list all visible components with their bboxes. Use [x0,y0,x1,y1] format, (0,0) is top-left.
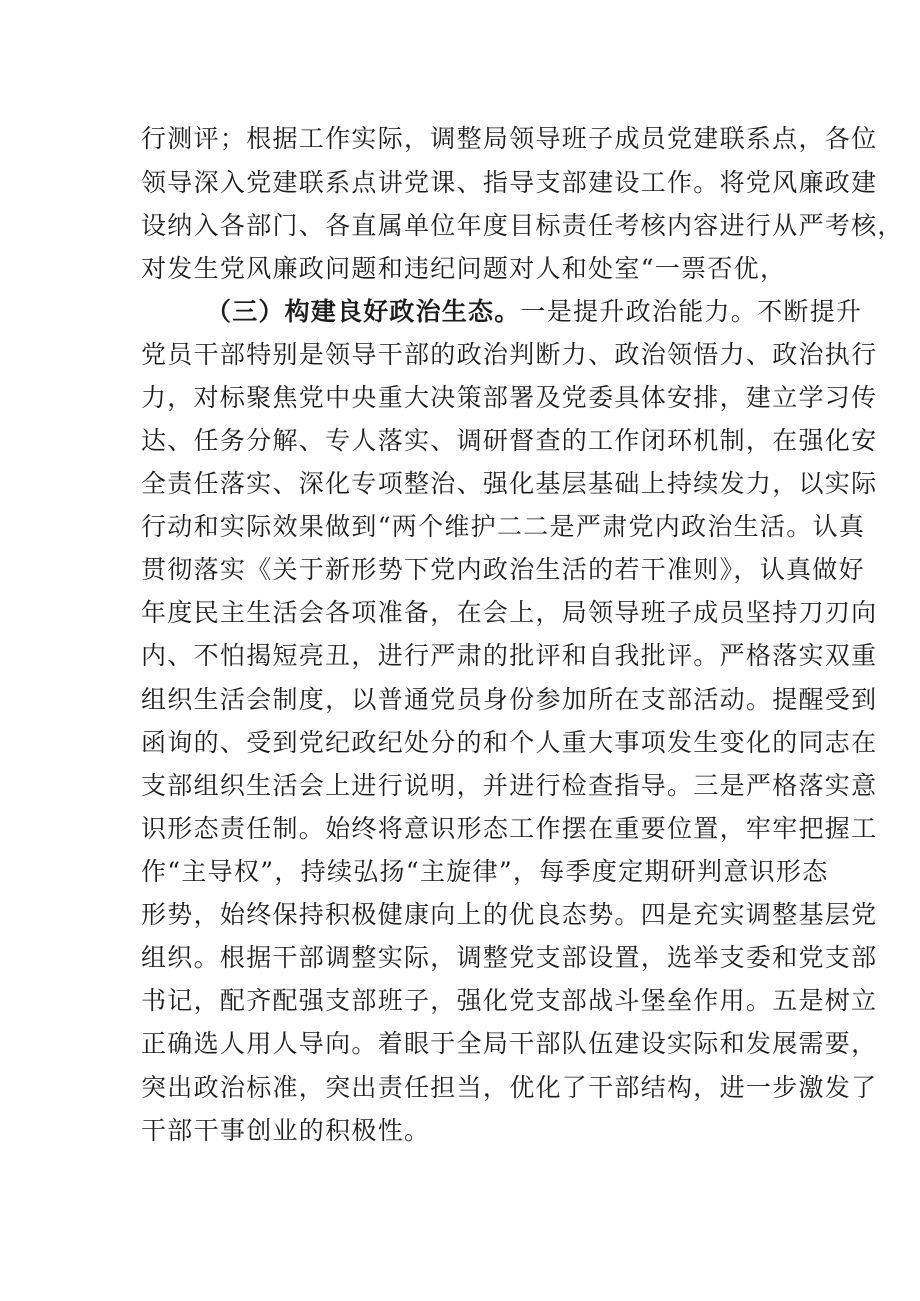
section-heading-continuation: 一是提升政治能力。不断提升 [520,297,863,326]
paragraph-line: 作“主导权”，持续弘扬“主旋律”，每季度定期研判意识形态 [141,857,829,886]
paragraph-line: 对发生党风廉政问题和违纪问题对人和处室“一票否优， [141,254,787,283]
paragraph-line: 达、任务分解、专人落实、调研督查的工作闭环机制，在强化安 [141,426,878,455]
paragraph-line: 组织。根据干部调整实际，调整党支部设置，选举支委和党支部 [141,943,878,972]
paragraph-line: 组织生活会制度，以普通党员身份参加所在支部活动。提醒受到 [141,685,878,714]
paragraph-line: 函询的、受到党纪政纪处分的和个人重大事项发生变化的同志在 [141,728,878,757]
paragraph-line: 形势，始终保持积极健康向上的优良态势。四是充实调整基层党 [141,900,878,929]
paragraph-line: 内、不怕揭短亮丑，进行严肃的批评和自我批评。严格落实双重 [141,641,878,670]
paragraph-line: 支部组织生活会上进行说明，并进行检查指导。三是严格落实意 [141,771,878,800]
paragraph-line: 识形态责任制。始终将意识形态工作摆在重要位置，牢牢把握工 [141,814,878,843]
paragraph-line: 领导深入党建联系点讲党课、指导支部建设工作。将党风廉政建 [141,168,878,197]
paragraph-line: 干部干事创业的积极性。 [141,1116,431,1145]
paragraph-line: 行动和实际效果做到“两个维护二二是严肃党内政治生活。认真 [141,512,866,541]
paragraph-line: 设纳入各部门、各直属单位年度目标责任考核内容进行从严考核， [141,211,904,240]
section-heading-line [206,297,862,327]
paragraph-line: 书记，配齐配强支部班子，强化党支部战斗堡垒作用。五是树立 [141,986,878,1015]
section-heading: （三）构建良好政治生态。 [206,297,521,326]
paragraph-line: 全责任落实、深化专项整治、强化基层基础上持续发力，以实际 [141,469,878,498]
paragraph-line: 突出政治标准，突出责任担当，优化了干部结构，进一步激发了 [141,1073,878,1102]
paragraph-line: 正确选人用人导向。着眼于全局干部队伍建设实际和发展需要， [141,1029,878,1058]
paragraph-line: 力，对标聚焦党中央重大决策部署及党委具体安排，建立学习传 [141,383,878,412]
paragraph-line: 贯彻落实《关于新形势下党内政治生活的若干准则》，认真做好 [141,555,865,584]
paragraph-line: 年度民主生活会各项准备，在会上，局领导班子成员坚持刀刃向 [141,598,878,627]
paragraph-line: 行测评；根据工作实际，调整局领导班子成员党建联系点，各位 [141,124,878,153]
paragraph-line: 党员干部特别是领导干部的政治判断力、政治领悟力、政治执行 [141,340,878,369]
